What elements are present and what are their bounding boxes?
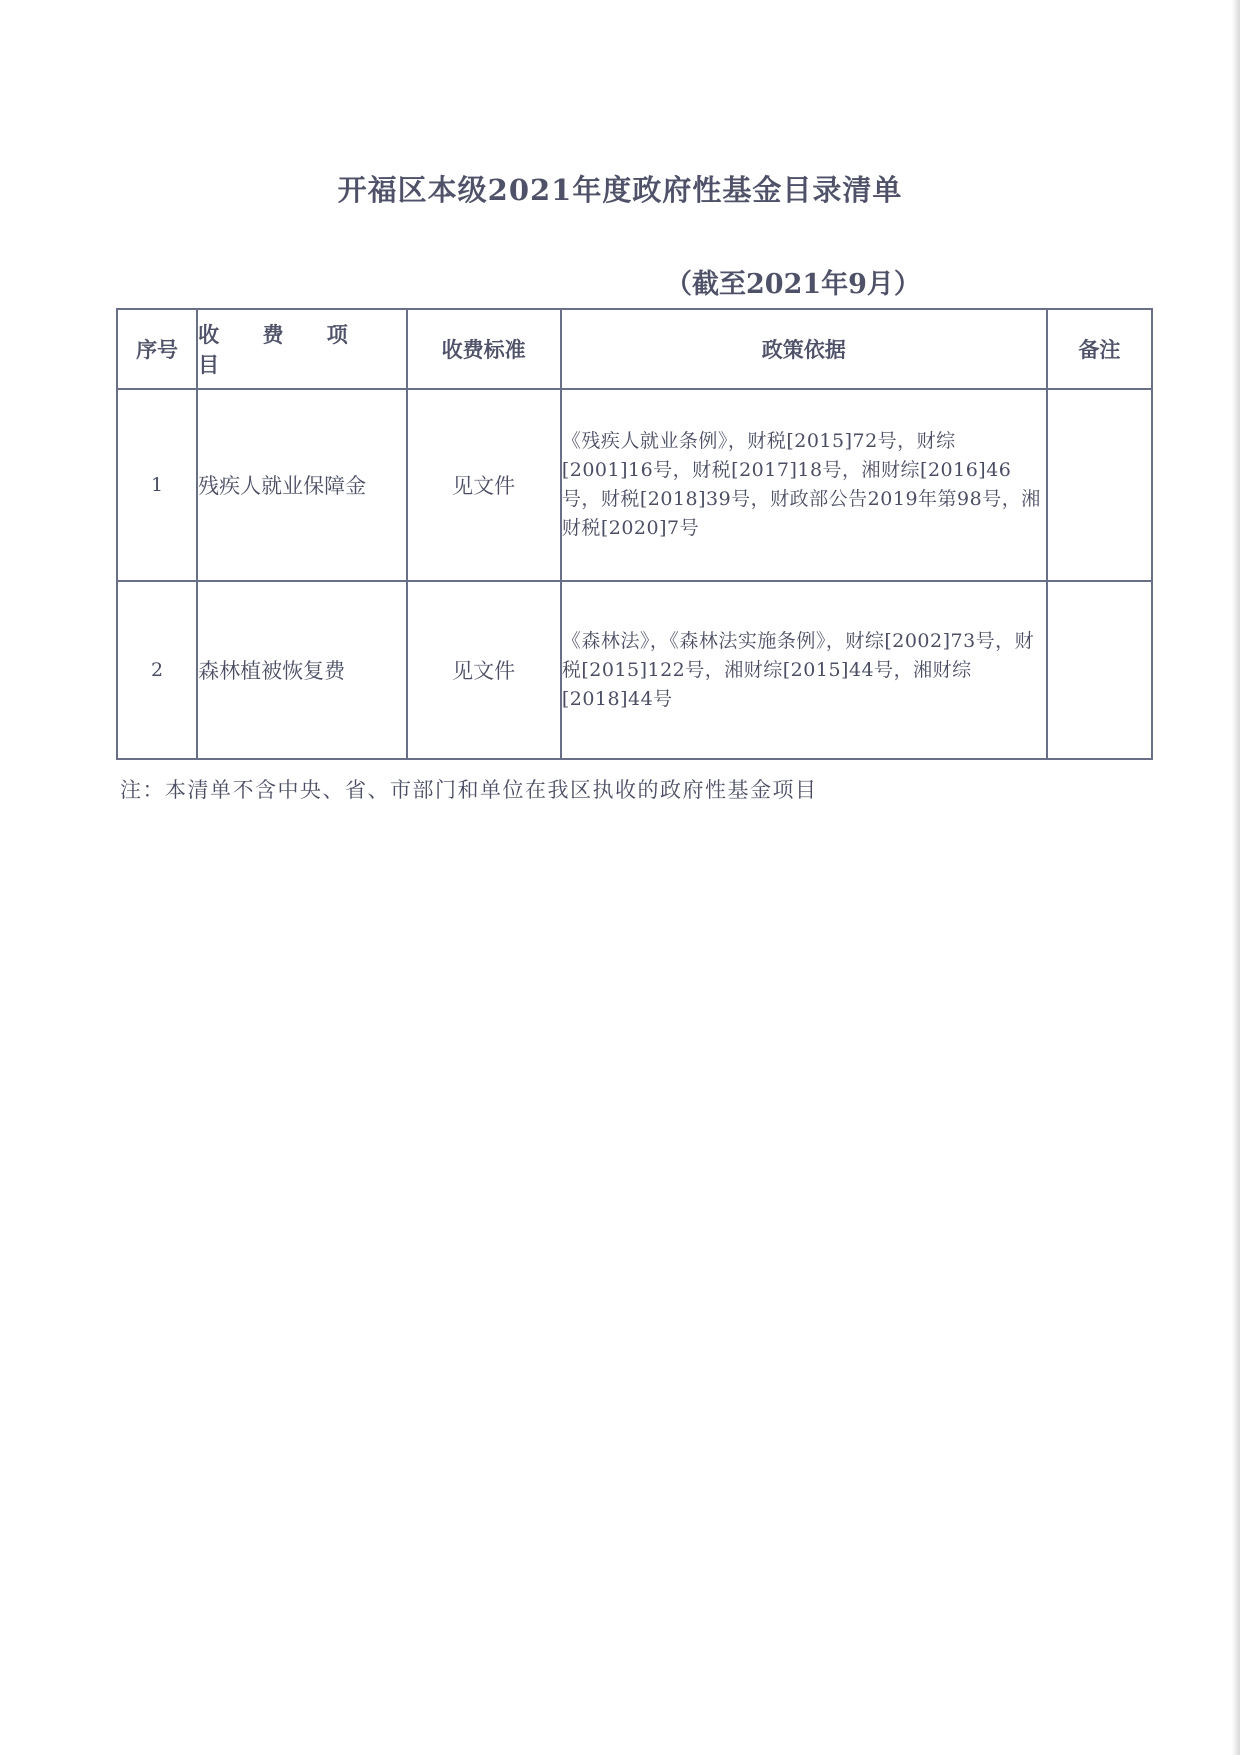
row-standard: 见文件 [407, 389, 561, 581]
header-basis: 政策依据 [561, 309, 1047, 389]
table-header-row [117, 309, 1152, 389]
row-seq: 1 [117, 389, 197, 581]
row-basis: 《森林法》，《森林法实施条例》，财综[2002]73号，财税[2015]122号，湘财综[2015]44号，湘财综[2018]44号 [561, 581, 1047, 759]
page-scan-edge [1232, 0, 1240, 1755]
fund-catalog-table [116, 308, 1153, 760]
table-row [117, 389, 1152, 581]
row-seq: 2 [117, 581, 197, 759]
header-remarks: 备注 [1047, 309, 1152, 389]
document-title: 开福区本级2021年度政府性基金目录清单 [337, 173, 903, 207]
row-basis: 《残疾人就业条例》，财税[2015]72号，财综[2001]16号，财税[2017]18号，湘财综[2016]46号，财税[2018]39号，财政部公告2019年第98号，湘财税[2020]7号 [561, 389, 1047, 581]
row-remarks [1047, 581, 1152, 759]
row-standard: 见文件 [407, 581, 561, 759]
as-of-date: （截至2021年9月） [665, 269, 921, 300]
row-item: 残疾人就业保障金 [197, 389, 406, 581]
header-standard: 收费标准 [407, 309, 561, 389]
footnote: 注：本清单不含中央、省、市部门和单位在我区执收的政府性基金项目 [120, 778, 818, 802]
row-item: 森林植被恢复费 [197, 581, 406, 759]
table-row [117, 581, 1152, 759]
header-item: 收 费 项 目 [197, 309, 406, 389]
row-remarks [1047, 389, 1152, 581]
header-seq: 序号 [117, 309, 197, 389]
